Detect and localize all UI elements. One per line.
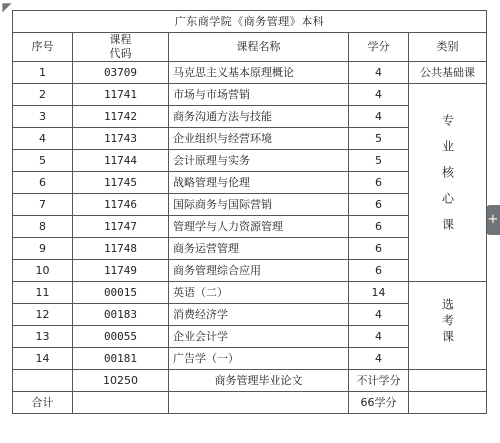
category-core: [409, 84, 487, 282]
thesis-row: [13, 370, 487, 392]
table-title: 广东商学院《商务管理》本科: [13, 11, 487, 33]
thesis-code: 10250: [73, 370, 169, 392]
course-row: [13, 62, 487, 84]
course-code: 00055: [73, 326, 169, 348]
total-row: [13, 392, 487, 414]
course-name: 企业组织与经营环境: [169, 128, 349, 150]
course-seq: 1: [13, 62, 73, 84]
course-seq: 7: [13, 194, 73, 216]
course-credit: 4: [349, 304, 409, 326]
category-core-text: 专业核心课: [440, 114, 455, 244]
thesis-name: 商务管理毕业论文: [169, 370, 349, 392]
course-seq: 9: [13, 238, 73, 260]
course-row: [13, 84, 487, 106]
course-code: 00181: [73, 348, 169, 370]
thesis-seq: [13, 370, 73, 392]
course-seq: 11: [13, 282, 73, 304]
course-credit: 6: [349, 238, 409, 260]
course-code: 03709: [73, 62, 169, 84]
course-seq: 13: [13, 326, 73, 348]
header-category: 类别: [409, 33, 487, 62]
header-code-text: 课程 代码: [109, 33, 132, 60]
category-elective-text: 选考课: [440, 298, 455, 346]
course-seq: 14: [13, 348, 73, 370]
course-code: 11741: [73, 84, 169, 106]
course-code: 00183: [73, 304, 169, 326]
course-name: 会计原理与实务: [169, 150, 349, 172]
course-name: 市场与市场营销: [169, 84, 349, 106]
course-name: 马克思主义基本原理概论: [169, 62, 349, 84]
course-seq: 4: [13, 128, 73, 150]
course-credit: 5: [349, 128, 409, 150]
header-code: [73, 33, 169, 62]
category-public: 公共基础课: [409, 62, 487, 84]
course-code: 11743: [73, 128, 169, 150]
course-credit: 4: [349, 348, 409, 370]
course-code: 11744: [73, 150, 169, 172]
course-seq: 12: [13, 304, 73, 326]
course-name: 企业会计学: [169, 326, 349, 348]
course-name: 广告学（一）: [169, 348, 349, 370]
course-name: 英语（二）: [169, 282, 349, 304]
total-label: 合计: [13, 392, 73, 414]
course-credit: 6: [349, 260, 409, 282]
course-code: 11742: [73, 106, 169, 128]
course-credit: 14: [349, 282, 409, 304]
course-row: [13, 282, 487, 304]
course-code: 11747: [73, 216, 169, 238]
course-credit: 6: [349, 194, 409, 216]
course-seq: 8: [13, 216, 73, 238]
course-plan-table: [12, 10, 487, 414]
course-credit: 6: [349, 216, 409, 238]
course-seq: 10: [13, 260, 73, 282]
course-name: 商务管理综合应用: [169, 260, 349, 282]
course-seq: 3: [13, 106, 73, 128]
course-name: 国际商务与国际营销: [169, 194, 349, 216]
header-credit: 学分: [349, 33, 409, 62]
header-row: [13, 33, 487, 62]
header-seq: 序号: [13, 33, 73, 62]
category-elective: [409, 282, 487, 370]
course-seq: 5: [13, 150, 73, 172]
total-empty-2: [169, 392, 349, 414]
course-code: 11748: [73, 238, 169, 260]
course-credit: 4: [349, 326, 409, 348]
course-name: 战略管理与伦理: [169, 172, 349, 194]
total-credit: 66学分: [349, 392, 409, 414]
thesis-credit: 不计学分: [349, 370, 409, 392]
course-name: 商务沟通方法与技能: [169, 106, 349, 128]
course-code: 11746: [73, 194, 169, 216]
course-name: 商务运营管理: [169, 238, 349, 260]
course-credit: 5: [349, 150, 409, 172]
course-credit: 4: [349, 62, 409, 84]
total-empty-1: [73, 392, 169, 414]
course-seq: 2: [13, 84, 73, 106]
course-code: 11749: [73, 260, 169, 282]
course-name: 消费经济学: [169, 304, 349, 326]
header-name: 课程名称: [169, 33, 349, 62]
course-credit: 4: [349, 84, 409, 106]
course-name: 管理学与人力资源管理: [169, 216, 349, 238]
total-empty-3: [409, 392, 487, 414]
course-code: 00015: [73, 282, 169, 304]
course-credit: 4: [349, 106, 409, 128]
course-rows: [13, 62, 487, 370]
thesis-category: [409, 370, 487, 392]
course-seq: 6: [13, 172, 73, 194]
course-code: 11745: [73, 172, 169, 194]
scan-corner-mark: ◤: [2, 0, 12, 14]
expand-tab-icon[interactable]: +: [486, 205, 500, 235]
course-credit: 6: [349, 172, 409, 194]
